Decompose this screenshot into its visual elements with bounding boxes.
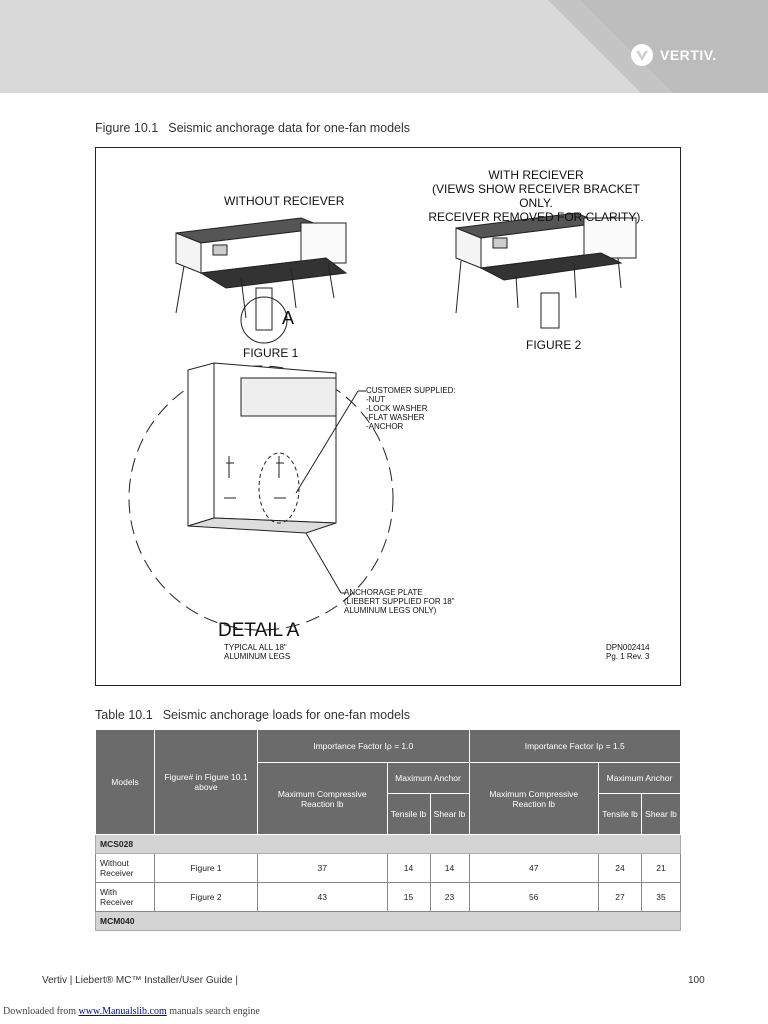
label-customer-supplied: CUSTOMER SUPPLIED: -NUT -LOCK WASHER -FLAT WASHER -ANCHOR xyxy=(366,386,456,431)
cell-shear-1: 14 xyxy=(430,854,469,883)
header-figure-ref: Figure# in Figure 10.1 above xyxy=(155,730,258,835)
label-detail-a: DETAIL A xyxy=(218,620,300,641)
header-tensile-1: Tensile lb xyxy=(387,794,430,835)
header-max-anchor-1: Maximum Anchor xyxy=(387,763,469,794)
page-header xyxy=(0,0,768,93)
cell-tensile-1: 14 xyxy=(387,854,430,883)
download-note: Downloaded from www.Manualslib.com manuals search engine xyxy=(3,1006,260,1017)
label-with-receiver: WITH RECIEVER (VIEWS SHOW RECEIVER BRACKET ONLY. RECEIVER REMOVED FOR CLARITY). xyxy=(428,168,644,224)
header-models: Models xyxy=(96,730,155,835)
cell-shear-1-5: 21 xyxy=(642,854,681,883)
seismic-loads-table xyxy=(95,729,681,931)
page-number: 100 xyxy=(688,975,705,986)
header-tensile-1-5: Tensile lb xyxy=(599,794,642,835)
cell-tensile-1-5: 24 xyxy=(599,854,642,883)
label-anchorage-plate: ANCHORAGE PLATE (LIEBERT SUPPLIED FOR 18" ALUMINUM LEGS ONLY) xyxy=(344,588,455,615)
detail-leg-drawing xyxy=(188,363,336,533)
vertiv-mark-icon xyxy=(630,43,654,67)
footer-text: Vertiv | Liebert® MC™ Installer/User Guide | xyxy=(42,975,238,986)
cell-shear-1: 23 xyxy=(430,883,469,912)
header-max-anchor-1-5: Maximum Anchor xyxy=(599,763,681,794)
label-figure-2: FIGURE 2 xyxy=(526,338,582,352)
label-detail-sub: TYPICAL ALL 18" ALUMINUM LEGS xyxy=(224,643,291,661)
seismic-anchorage-figure xyxy=(95,147,681,686)
group-row xyxy=(96,912,681,931)
figure-title: Seismic anchorage data for one-fan models xyxy=(168,121,411,135)
table-caption xyxy=(95,708,410,722)
table-number: Table 10.1 xyxy=(95,708,153,722)
cell-comp-1: 43 xyxy=(258,883,388,912)
table-row xyxy=(96,854,681,883)
label-figure-1: FIGURE 1 xyxy=(243,346,299,360)
group-name: MCM040 xyxy=(96,912,681,931)
header-shear-1: Shear lb xyxy=(430,794,469,835)
group-row xyxy=(96,835,681,854)
logo-text: VERTIV. xyxy=(660,47,717,63)
table-row xyxy=(96,883,681,912)
unit-without-receiver-drawing xyxy=(176,218,346,343)
table-title: Seismic anchorage loads for one-fan models xyxy=(162,708,411,722)
header-ip-1: Importance Factor Iρ = 1.0 xyxy=(258,730,470,763)
cell-shear-1-5: 35 xyxy=(642,883,681,912)
vertiv-logo xyxy=(630,43,717,67)
figure-caption xyxy=(95,121,410,135)
unit-with-receiver-drawing xyxy=(456,213,636,328)
cell-figure: Figure 1 xyxy=(155,854,258,883)
cell-comp-1-5: 56 xyxy=(469,883,599,912)
cell-comp-1: 37 xyxy=(258,854,388,883)
header-max-comp-1-5: Maximum Compressive Reaction lb xyxy=(469,763,599,835)
header-max-comp-1: Maximum Compressive Reaction lb xyxy=(258,763,388,835)
group-name: MCS028 xyxy=(96,835,681,854)
cell-tensile-1: 15 xyxy=(387,883,430,912)
manualslib-link[interactable]: www.Manualslib.com xyxy=(78,1006,167,1017)
cell-model: With Receiver xyxy=(96,883,155,912)
label-without-receiver: WITHOUT RECIEVER xyxy=(224,194,345,208)
cell-figure: Figure 2 xyxy=(155,883,258,912)
cell-comp-1-5: 47 xyxy=(469,854,599,883)
cell-model: Without Receiver xyxy=(96,854,155,883)
header-shear-1-5: Shear lb xyxy=(642,794,681,835)
cell-tensile-1-5: 27 xyxy=(599,883,642,912)
callout-a: A xyxy=(282,308,295,328)
figure-number: Figure 10.1 xyxy=(95,121,159,135)
header-ip-1-5: Importance Factor Iρ = 1.5 xyxy=(469,730,681,763)
label-dpn: DPN002414 Pg. 1 Rev. 3 xyxy=(606,643,650,661)
